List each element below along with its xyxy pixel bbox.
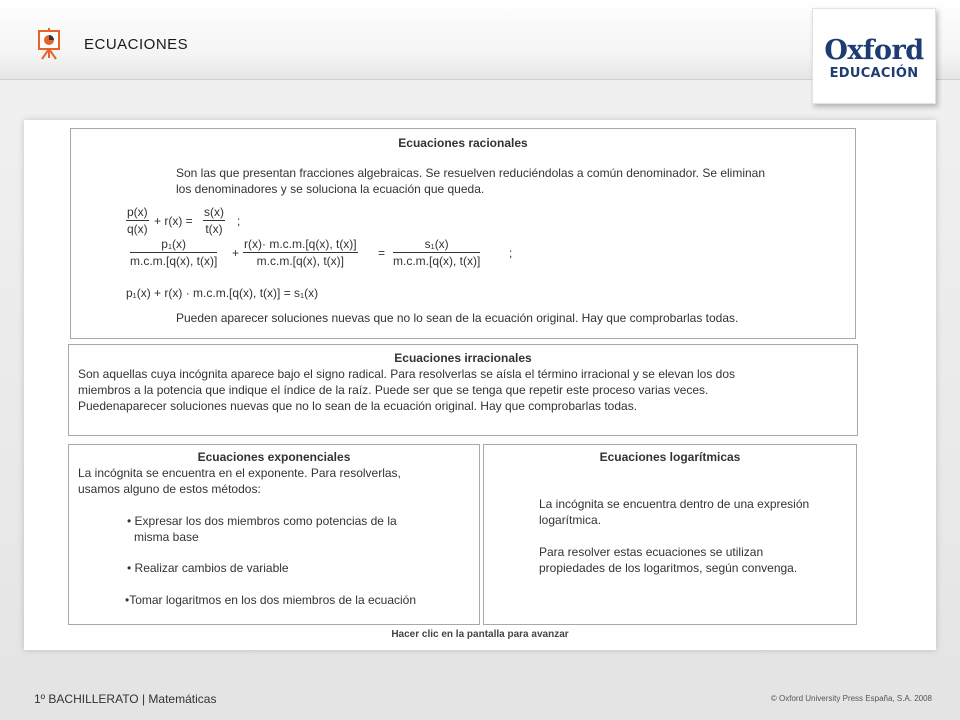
denominator: m.c.m.[q(x), t(x)] bbox=[393, 254, 481, 268]
panel-irracionales bbox=[68, 344, 858, 436]
method-item: •Tomar logaritmos en los dos miembros de la ecuación bbox=[125, 593, 416, 607]
body-text-line: La incógnita se encuentra en el exponente. Para resolverlas, bbox=[78, 466, 401, 480]
fraction-p1-over-mcm bbox=[130, 236, 217, 269]
note-text: Pueden aparecer soluciones nuevas que no lo sean de la ecuación original. Hay que comprobarlas todas. bbox=[176, 311, 739, 325]
logo-name: Oxford bbox=[824, 35, 924, 66]
logo-subtitle: EDUCACIÓN bbox=[829, 66, 919, 81]
intro-text-line: los denominadores y se soluciona la ecuación que queda. bbox=[176, 182, 485, 196]
numerator: p₁(x) bbox=[130, 236, 217, 253]
panel-exponenciales bbox=[68, 444, 480, 625]
panel-title: Ecuaciones exponenciales bbox=[197, 450, 351, 464]
easel-icon bbox=[36, 28, 62, 60]
numerator: s₁(x) bbox=[393, 236, 480, 253]
panel-title: Ecuaciones irracionales bbox=[394, 351, 532, 365]
oxford-logo bbox=[812, 8, 936, 104]
body-text-line: Puedenaparecer soluciones nuevas que no lo sean de la ecuación original. Hay que comprobarlas todas. bbox=[78, 399, 638, 413]
advance-hint: Hacer clic en la pantalla para avanzar bbox=[391, 629, 569, 640]
plus-sign: + bbox=[232, 246, 240, 260]
body-text-line: propiedades de los logaritmos, según convenga. bbox=[539, 561, 798, 575]
fraction-p-over-q bbox=[126, 204, 149, 237]
method-item-continued: misma base bbox=[134, 530, 199, 544]
panel-title: Ecuaciones racionales bbox=[398, 136, 528, 150]
body-text-line: usamos alguno de estos métodos: bbox=[78, 482, 261, 496]
method-item: • Realizar cambios de variable bbox=[127, 561, 289, 575]
numerator: r(x)· m.c.m.[q(x), t(x)] bbox=[244, 237, 357, 251]
panel-racionales bbox=[70, 128, 856, 339]
body-text-line: Son aquellas cuya incógnita aparece bajo el signo radical. Para resolverlas se aísla el término irracional y se elevan los dos bbox=[78, 367, 736, 381]
denominator: m.c.m.[q(x), t(x)] bbox=[256, 254, 344, 268]
numerator: p(x) bbox=[127, 205, 148, 219]
body-text-line: logarítmica. bbox=[539, 513, 602, 527]
body-text-line: miembros a la potencia que indique el índice de la raíz. Puede ser que se tenga que repetir este proceso varias veces. bbox=[78, 383, 709, 397]
panel-logaritmicas bbox=[483, 444, 857, 625]
fraction-s-over-t bbox=[203, 204, 225, 237]
body-text-line: La incógnita se encuentra dentro de una expresión bbox=[539, 497, 810, 511]
equals-sign: = bbox=[378, 246, 386, 260]
intro-text-line: Son las que presentan fracciones algebraicas. Se resuelven reduciéndolas a común denominador. Se eliminan bbox=[176, 166, 766, 180]
denominator: q(x) bbox=[127, 222, 148, 236]
body-text-line: Para resolver estas ecuaciones se utilizan bbox=[539, 545, 764, 559]
separator: ; bbox=[237, 214, 241, 228]
method-item: • Expresar los dos miembros como potencias de la bbox=[127, 514, 397, 528]
denominator: t(x) bbox=[205, 222, 223, 236]
equation-term: + r(x) = bbox=[154, 214, 193, 228]
page-title: ECUACIONES bbox=[84, 36, 189, 53]
panel-title: Ecuaciones logarítmicas bbox=[599, 450, 741, 464]
separator: ; bbox=[509, 246, 513, 260]
numerator: s(x) bbox=[204, 205, 224, 219]
fraction-s1-over-mcm bbox=[393, 236, 480, 269]
fraction-r-mcm-over-mcm bbox=[243, 236, 358, 269]
equation-result: p₁(x) + r(x) · m.c.m.[q(x), t(x)] = s₁(x) bbox=[126, 286, 319, 300]
course-label: 1º BACHILLERATO | Matemáticas bbox=[34, 692, 217, 706]
copyright-text: © Oxford University Press España, S.A. 2008 bbox=[770, 694, 932, 703]
denominator: m.c.m.[q(x), t(x)] bbox=[130, 254, 218, 268]
